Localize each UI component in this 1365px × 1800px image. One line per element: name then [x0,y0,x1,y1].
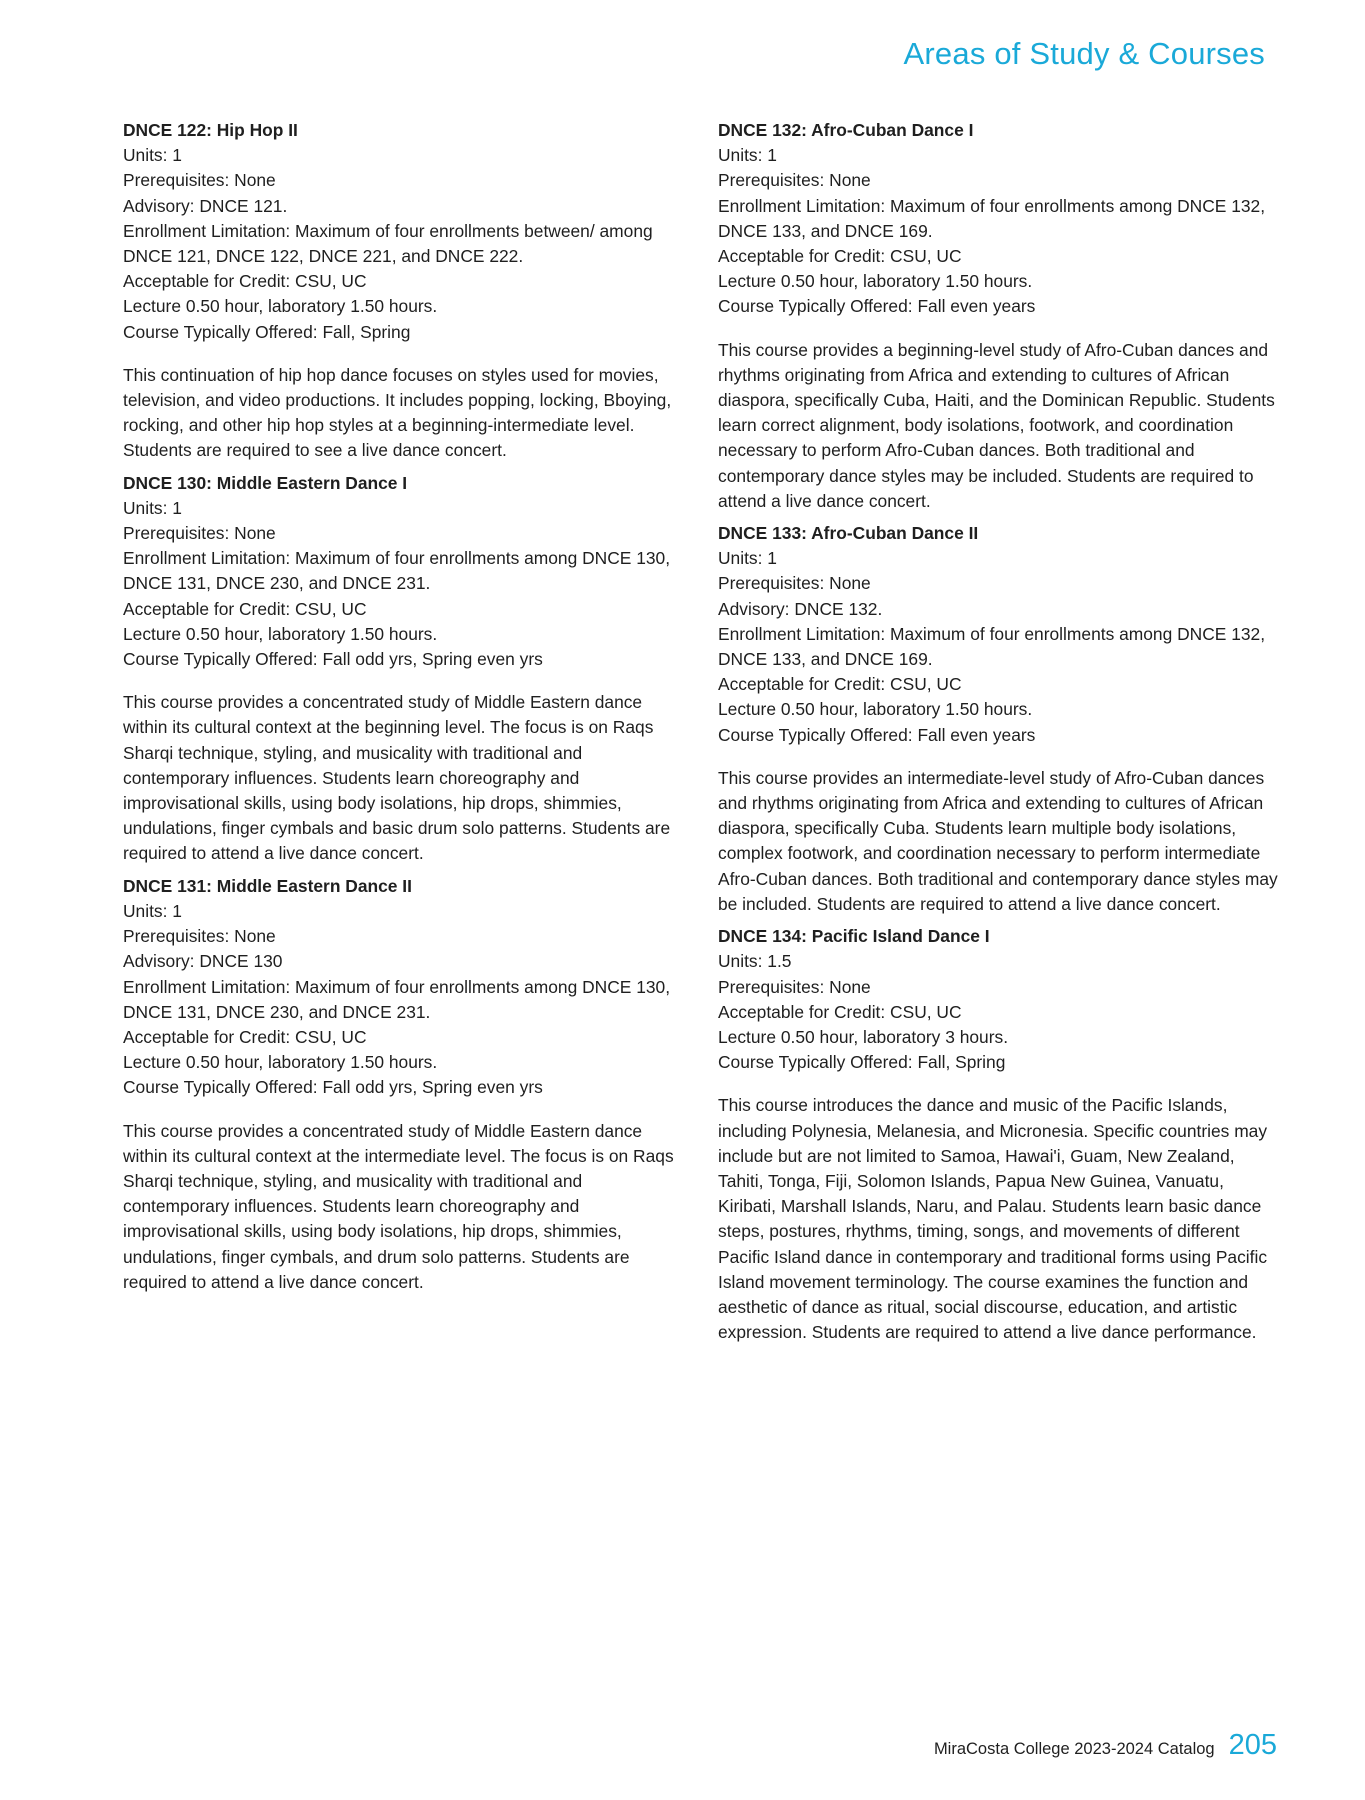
course-detail: Units: 1 [718,145,777,166]
course-detail: Lecture 0.50 hour, laboratory 1.50 hours. [123,296,438,317]
course-description: This continuation of hip hop dance focuses on styles used for movies, television, and video productions. It includes popping, locking, Bboying, rocking, and other hip hop styles at a beginning-intermediate level. Students are required to see a live dance concert. [123,364,672,461]
course-detail: Units: 1.5 [718,951,792,972]
course-detail: Enrollment Limitation: Maximum of four enrollments between/ among DNCE 121, DNCE 122, DNCE 221, and DNCE 222. [123,220,653,267]
course-entry [718,924,1278,1345]
course-title: DNCE 122: Hip Hop II [123,120,298,140]
course-detail: Prerequisites: None [123,170,276,191]
course-detail: Prerequisites: None [123,926,276,947]
course-detail: Acceptable for Credit: CSU, UC [123,598,367,619]
course-detail: Units: 1 [718,548,777,569]
course-description: This course provides a beginning-level study of Afro-Cuban dances and rhythms originating from Africa and extending to cultures of African diaspora, specifically Cuba, Haiti, and the Dominican Republic. Students learn correct alignment, body isolations, footwork, and coordination necessary to perform Afro-Cuban dances. Both traditional and contemporary dance styles may be included. Students are required to attend a live dance concert. [718,339,1275,511]
course-detail: Enrollment Limitation: Maximum of four enrollments among DNCE 132, DNCE 133, and DNCE 169. [718,195,1266,241]
page-number: 205 [1228,1729,1277,1761]
course-detail: Lecture 0.50 hour, laboratory 1.50 hours. [123,623,438,644]
course-detail: Advisory: DNCE 130 [123,951,283,972]
course-title: DNCE 132: Afro-Cuban Dance I [718,120,974,140]
course-entry [123,118,683,464]
course-entry [123,471,683,867]
course-description: This course introduces the dance and music of the Pacific Islands, including Polynesia, Melanesia, and Micronesia. Specific countries may include but are not limited to Samoa, Hawai'i, Guam, New Zealand, Tahiti, Tonga, Fiji, Solomon Islands, Papua New Guinea, Vanuatu, Kiribati, Marshall Islands, Naru, and Palau. Students learn basic dance steps, postures, rhythms, timing, songs, and movements of different Pacific Island dance in contemporary and traditional forms using Pacific Island movement terminology. The course examines the function and aesthetic of dance as ritual, social discourse, education, and artistic expression. Students are required to attend a live dance performance. [718,1095,1268,1343]
course-detail: Course Typically Offered: Fall even years [718,724,1036,745]
course-detail: Prerequisites: None [718,573,871,594]
course-title: DNCE 133: Afro-Cuban Dance II [718,523,979,544]
course-detail: Enrollment Limitation: Maximum of four enrollments among DNCE 130, DNCE 131, DNCE 230, and DNCE 231. [123,548,671,594]
course-detail: Prerequisites: None [123,523,276,544]
course-detail: Units: 1 [123,145,182,166]
course-detail: Advisory: DNCE 121. [123,195,288,216]
course-detail: Course Typically Offered: Fall, Spring [718,1052,1006,1073]
catalog-label: MiraCosta College 2023-2024 Catalog [933,1740,1215,1758]
page-header-title: Areas of Study & Courses [903,36,1265,71]
left-column [123,118,683,1302]
right-column [718,118,1278,1352]
course-detail: Acceptable for Credit: CSU, UC [718,1001,962,1022]
course-detail: Acceptable for Credit: CSU, UC [123,271,367,292]
course-detail: Prerequisites: None [718,170,871,191]
course-detail: Lecture 0.50 hour, laboratory 1.50 hours. [718,271,1033,292]
course-description: This course provides an intermediate-level study of Afro-Cuban dances and rhythms originating from Africa and extending to cultures of African diaspora, specifically Cuba. Students learn multiple body isolations, complex footwork, and coordination necessary to perform intermediate Afro-Cuban dances. Both traditional and contemporary dance styles may be included. Students are required to attend a live dance concert. [718,767,1278,914]
course-detail: Prerequisites: None [718,976,871,997]
course-detail: Acceptable for Credit: CSU, UC [718,246,962,267]
course-detail: Enrollment Limitation: Maximum of four enrollments among DNCE 130, DNCE 131, DNCE 230, and DNCE 231. [123,976,671,1022]
course-detail: Units: 1 [123,497,182,518]
course-detail: Lecture 0.50 hour, laboratory 1.50 hours. [123,1052,438,1073]
page-footer [934,1729,1277,1762]
course-detail: Advisory: DNCE 132. [718,598,883,619]
course-detail: Acceptable for Credit: CSU, UC [123,1026,367,1047]
course-entry [718,521,1278,917]
course-detail: Course Typically Offered: Fall even years [718,296,1036,317]
course-detail: Course Typically Offered: Fall, Spring [123,321,411,342]
course-detail: Lecture 0.50 hour, laboratory 3 hours. [718,1026,1009,1047]
course-title: DNCE 131: Middle Eastern Dance II [123,875,412,896]
course-title: DNCE 130: Middle Eastern Dance I [123,472,408,493]
course-entry [718,118,1278,514]
course-detail: Acceptable for Credit: CSU, UC [718,674,962,695]
course-description: This course provides a concentrated study of Middle Eastern dance within its cultural context at the intermediate level. The focus is on Raqs Sharqi technique, styling, and musicality with traditional and contemporary influences. Students learn choreography and improvisational skills, using body isolations, hip drops, shimmies, undulations, finger cymbals, and drum solo patterns. Students are required to attend a live dance concert. [123,1120,674,1292]
course-detail: Lecture 0.50 hour, laboratory 1.50 hours. [718,699,1033,720]
course-entry [123,874,683,1295]
course-description: This course provides a concentrated study of Middle Eastern dance within its cultural context at the beginning level. The focus is on Raqs Sharqi technique, styling, and musicality with traditional and contemporary influences. Students learn choreography and improvisational skills, using body isolations, hip drops, shimmies, undulations, finger cymbals and basic drum solo patterns. Students are required to attend a live dance concert. [123,692,671,864]
course-detail: Course Typically Offered: Fall odd yrs, Spring even yrs [123,1077,543,1098]
course-detail: Enrollment Limitation: Maximum of four enrollments among DNCE 132, DNCE 133, and DNCE 169. [718,623,1266,670]
course-title: DNCE 134: Pacific Island Dance I [718,926,990,947]
course-detail: Course Typically Offered: Fall odd yrs, Spring even yrs [123,649,543,670]
course-detail: Units: 1 [123,900,182,921]
